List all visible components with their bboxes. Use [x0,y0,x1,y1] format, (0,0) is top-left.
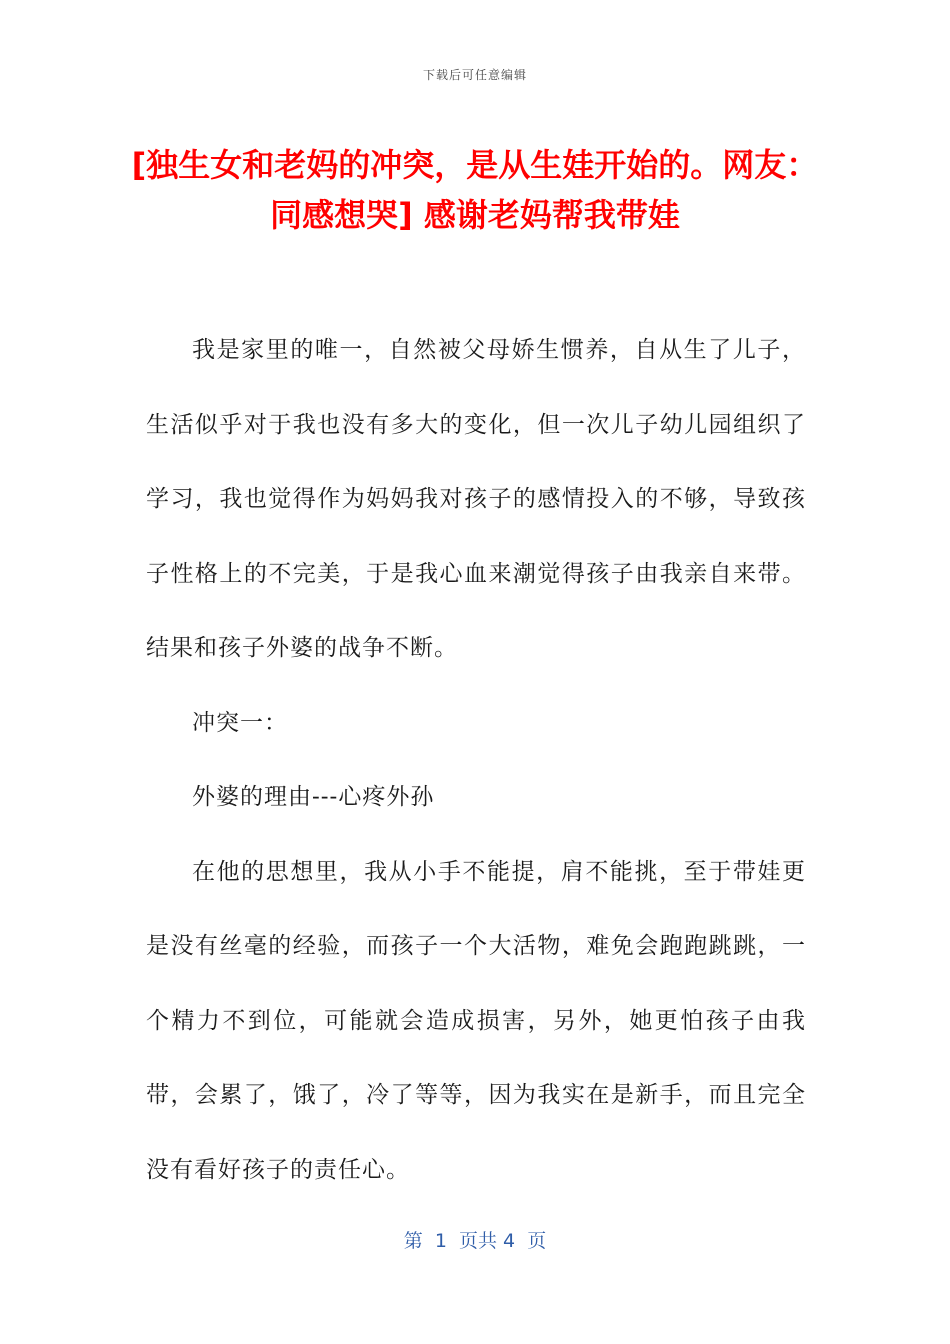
document-title: [独生女和老妈的冲突，是从生娃开始的。网友：同感想哭] 感谢老妈帮我带娃 [131,146,819,234]
page-number-footer: 第 1 页共 4 页 [403,1230,547,1252]
document-body [146,313,806,1207]
paragraph-reason-heading: 外婆的理由---心疼外孙 [192,784,435,810]
header-note: 下载后可任意编辑 [422,68,527,82]
paragraph-reason-body: 在他的思想里，我从小手不能提，肩不能挑，至于带娃更是没有丝毫的经验，而孩子一个大活物，难免会跑跑跳跳，一个精力不到位，可能就会造成损害，另外，她更怕孩子由我带，会累了，饿了，冷了等等，因为我实在是新手，而且完全没有看好孩子的责任心。 [146,858,806,1183]
paragraph-conflict-heading: 冲突一： [192,709,288,736]
paragraph-intro: 我是家里的唯一，自然被父母娇生惯养，自从生了儿子，生活似乎对于我也没有多大的变化，但一次儿子幼儿园组织了学习，我也觉得作为妈妈我对孩子的感情投入的不够，导致孩子性格上的不完美，于是我心血来潮觉得孩子由我亲自来带。结果和孩子外婆的战争不断。 [146,337,806,661]
